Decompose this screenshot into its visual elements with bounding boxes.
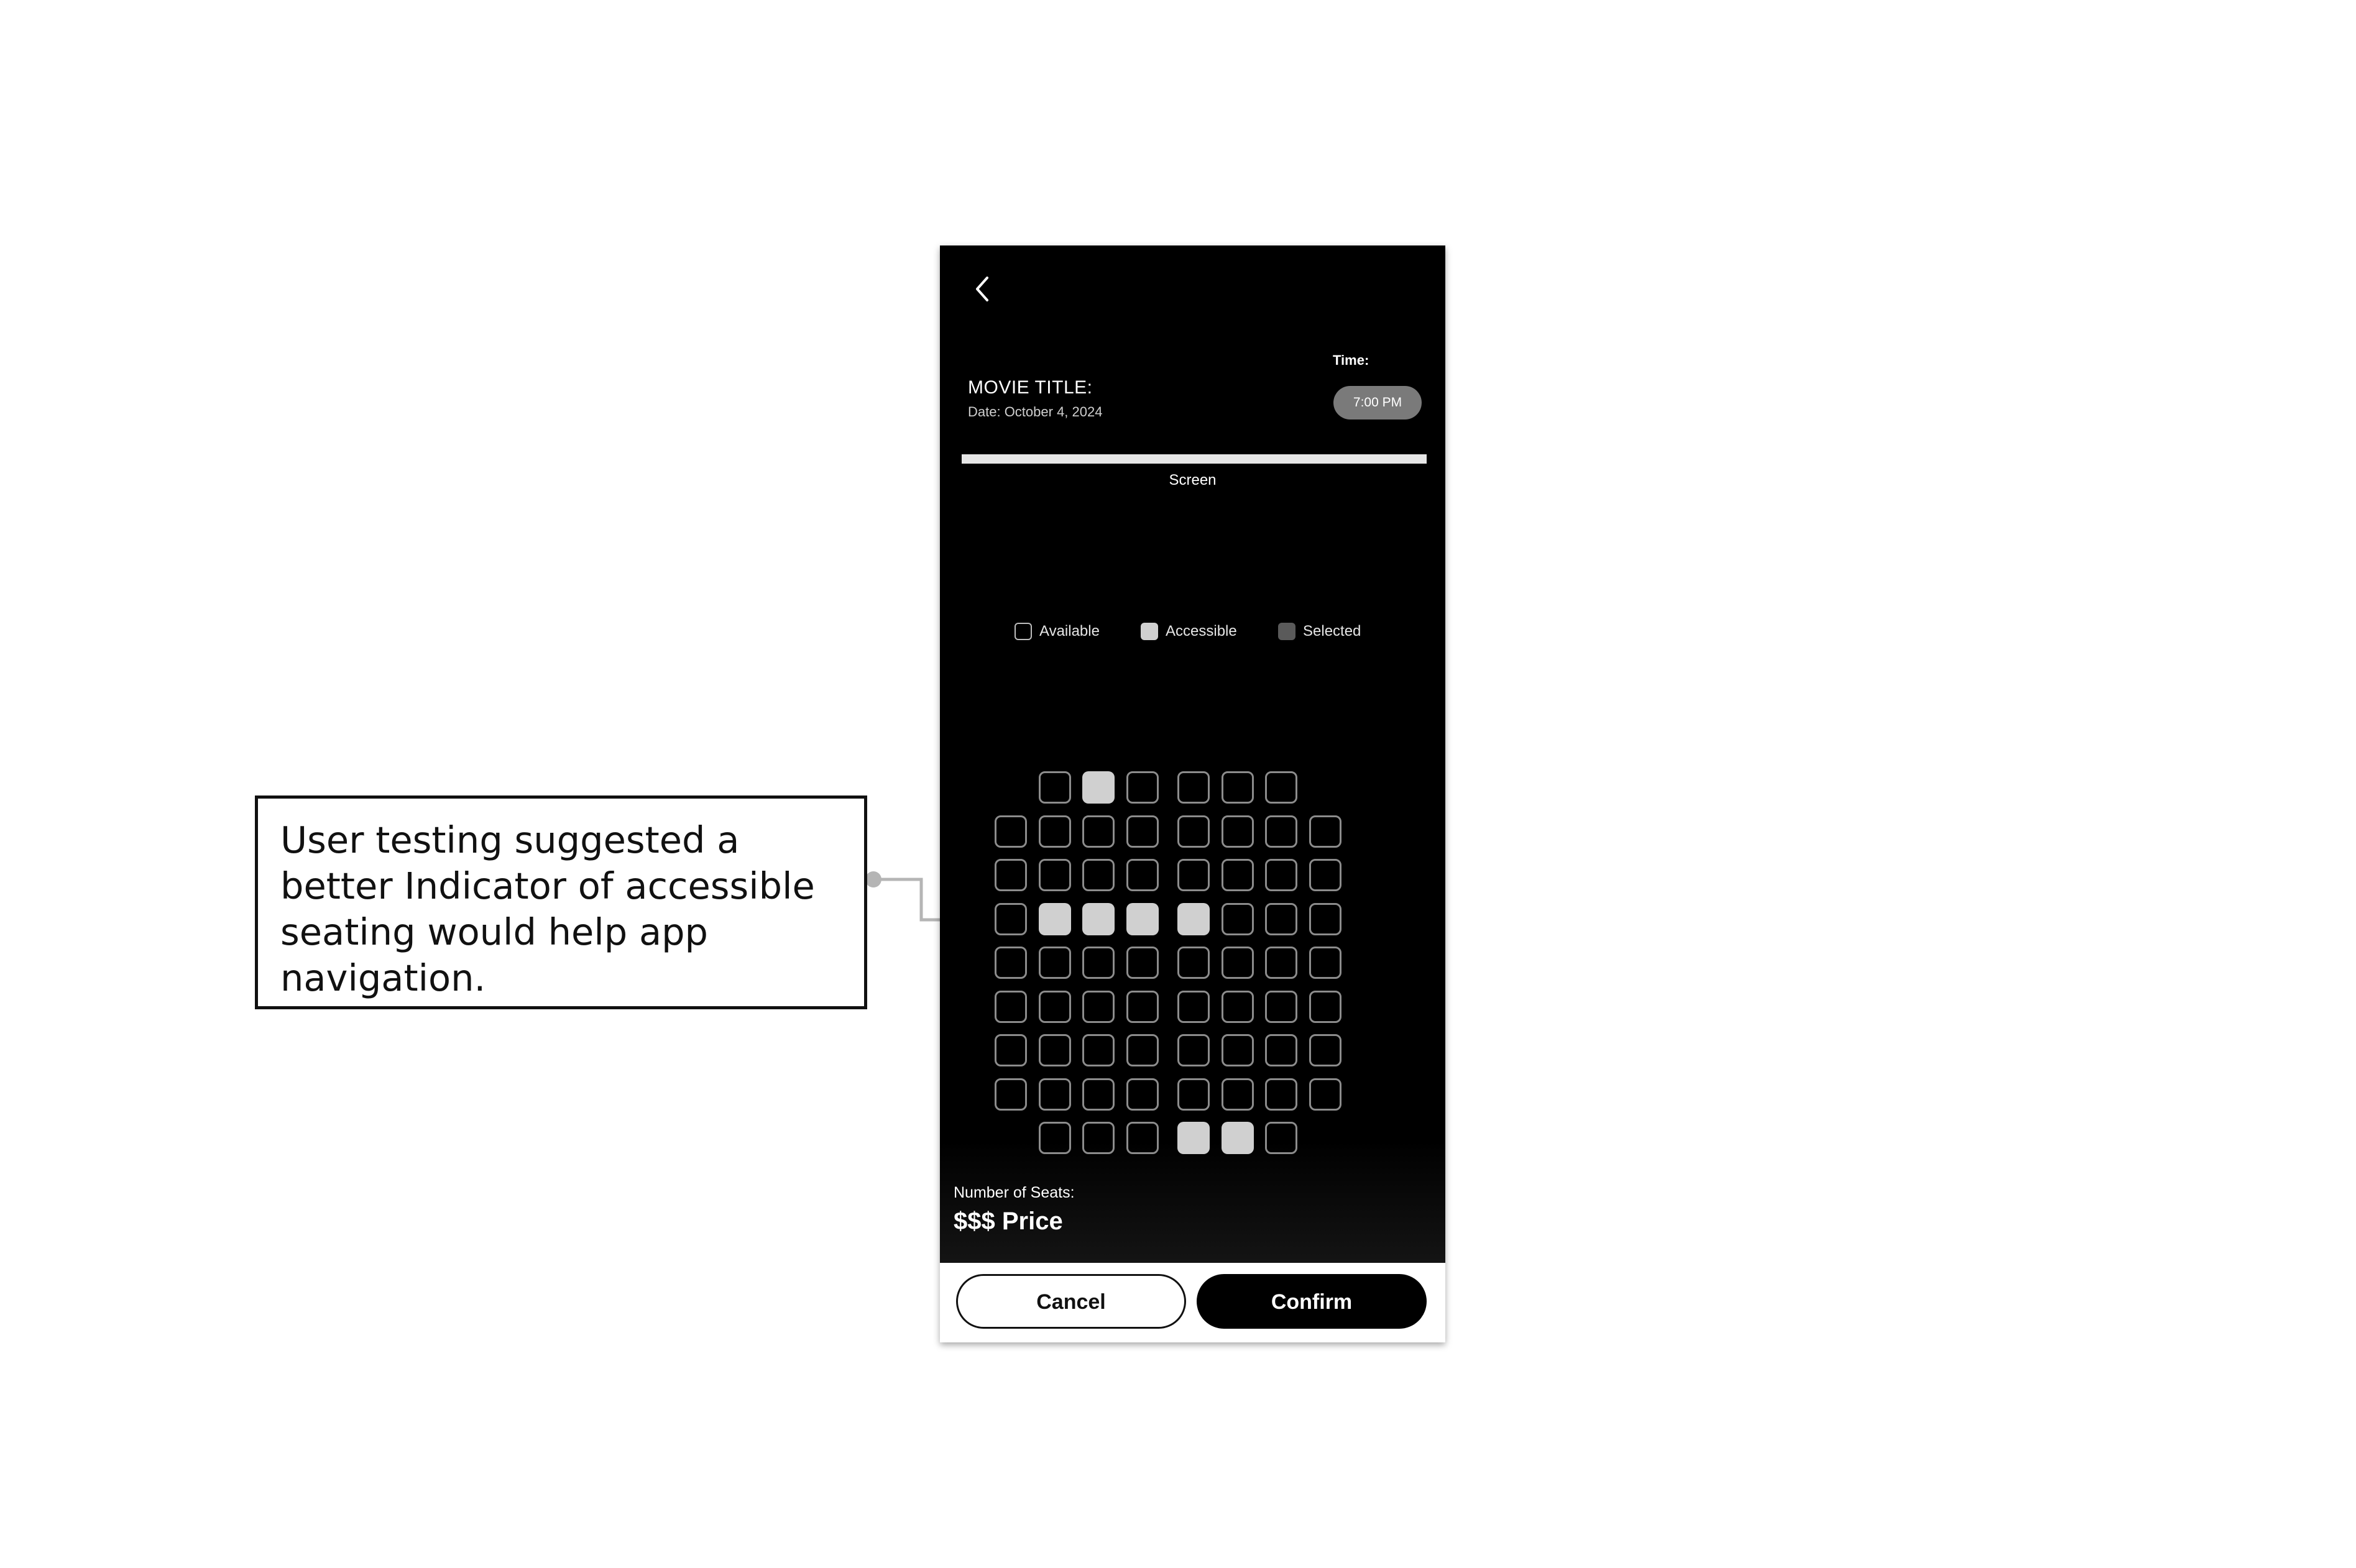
available-seat[interactable] — [1082, 1122, 1115, 1154]
available-seat[interactable] — [1309, 1034, 1341, 1066]
legend-accessible — [1141, 621, 1237, 642]
available-seat[interactable] — [995, 815, 1027, 848]
available-seat[interactable] — [1177, 1034, 1210, 1066]
available-seat[interactable] — [995, 859, 1027, 891]
time-label: Time: — [1333, 352, 1369, 368]
screen-label: Screen — [1169, 472, 1217, 488]
available-seat[interactable] — [1222, 815, 1254, 848]
available-seat[interactable] — [1126, 859, 1159, 891]
available-seat[interactable] — [1309, 815, 1341, 848]
showtime-pill[interactable]: 7:00 PM — [1333, 386, 1422, 420]
available-seat[interactable] — [1177, 859, 1210, 891]
available-seat[interactable] — [1039, 1122, 1071, 1154]
available-seat[interactable] — [1222, 1034, 1254, 1066]
available-seat[interactable] — [1265, 1034, 1297, 1066]
available-seat[interactable] — [1265, 771, 1297, 804]
available-seat[interactable] — [1082, 1078, 1115, 1111]
available-seat[interactable] — [995, 903, 1027, 935]
available-seat[interactable] — [1222, 771, 1254, 804]
annotation-text — [280, 817, 842, 1001]
accessible-seat[interactable] — [1177, 1122, 1210, 1154]
annotation-line: better Indicator of accessible — [280, 864, 815, 907]
available-seat[interactable] — [1177, 815, 1210, 848]
accessible-seat[interactable] — [1177, 903, 1210, 935]
annotation-line: navigation. — [280, 956, 486, 999]
legend-selected-label: Selected — [1303, 623, 1361, 640]
chevron-left-icon — [965, 270, 1002, 308]
available-seat[interactable] — [1126, 771, 1159, 804]
available-swatch — [1015, 623, 1032, 640]
available-seat[interactable] — [1039, 1078, 1071, 1111]
available-seat[interactable] — [1126, 947, 1159, 979]
available-seat[interactable] — [1265, 947, 1297, 979]
available-seat[interactable] — [1039, 1034, 1071, 1066]
available-seat[interactable] — [1039, 947, 1071, 979]
available-seat[interactable] — [1039, 991, 1071, 1023]
price-label: $$$ Price — [954, 1208, 1063, 1235]
available-seat[interactable] — [1039, 771, 1071, 804]
available-seat[interactable] — [1082, 1034, 1115, 1066]
legend-available-label: Available — [1039, 623, 1100, 640]
available-seat[interactable] — [1222, 859, 1254, 891]
accessible-seat[interactable] — [1222, 1122, 1254, 1154]
available-seat[interactable] — [1082, 947, 1115, 979]
confirm-button[interactable]: Confirm — [1197, 1274, 1427, 1329]
back-button[interactable] — [965, 270, 1002, 308]
available-seat[interactable] — [995, 1078, 1027, 1111]
available-seat[interactable] — [1265, 903, 1297, 935]
available-seat[interactable] — [1309, 859, 1341, 891]
accessible-swatch — [1141, 623, 1158, 640]
screen-indicator — [962, 454, 1427, 464]
accessible-seat[interactable] — [1082, 771, 1115, 804]
available-seat[interactable] — [1265, 1078, 1297, 1111]
available-seat[interactable] — [1126, 1078, 1159, 1111]
legend-available — [1015, 621, 1100, 642]
available-seat[interactable] — [1309, 947, 1341, 979]
annotation-note — [255, 795, 867, 1009]
cancel-button[interactable]: Cancel — [956, 1274, 1186, 1329]
available-seat[interactable] — [1126, 1034, 1159, 1066]
available-seat[interactable] — [1222, 1078, 1254, 1111]
available-seat[interactable] — [1265, 859, 1297, 891]
available-seat[interactable] — [1039, 815, 1071, 848]
annotation-line: seating would help app — [280, 910, 709, 953]
accessible-seat[interactable] — [1039, 903, 1071, 935]
connector-dot — [865, 871, 881, 887]
number-of-seats-label: Number of Seats: — [954, 1184, 1075, 1201]
available-seat[interactable] — [1222, 947, 1254, 979]
seat-selection-screen — [940, 245, 1445, 1263]
available-seat[interactable] — [1126, 1122, 1159, 1154]
available-seat[interactable] — [1126, 991, 1159, 1023]
available-seat[interactable] — [1039, 859, 1071, 891]
available-seat[interactable] — [1309, 903, 1341, 935]
available-seat[interactable] — [1082, 859, 1115, 891]
available-seat[interactable] — [995, 1034, 1027, 1066]
available-seat[interactable] — [1126, 815, 1159, 848]
available-seat[interactable] — [1177, 991, 1210, 1023]
available-seat[interactable] — [1265, 815, 1297, 848]
available-seat[interactable] — [1177, 947, 1210, 979]
available-seat[interactable] — [1309, 1078, 1341, 1111]
available-seat[interactable] — [995, 947, 1027, 979]
available-seat[interactable] — [1082, 815, 1115, 848]
available-seat[interactable] — [1222, 991, 1254, 1023]
available-seat[interactable] — [1309, 991, 1341, 1023]
movie-title: MOVIE TITLE: — [968, 377, 1093, 398]
available-seat[interactable] — [1222, 903, 1254, 935]
legend-selected — [1278, 621, 1361, 642]
available-seat[interactable] — [1082, 991, 1115, 1023]
available-seat[interactable] — [1177, 771, 1210, 804]
movie-date: Date: October 4, 2024 — [968, 404, 1103, 420]
available-seat[interactable] — [1177, 1078, 1210, 1111]
available-seat[interactable] — [1265, 991, 1297, 1023]
phone-frame — [940, 245, 1445, 1342]
annotation-line: User testing suggested a — [280, 818, 740, 861]
available-seat[interactable] — [995, 991, 1027, 1023]
accessible-seat[interactable] — [1126, 903, 1159, 935]
selected-swatch — [1278, 623, 1295, 640]
available-seat[interactable] — [1265, 1122, 1297, 1154]
legend-accessible-label: Accessible — [1166, 623, 1237, 640]
accessible-seat[interactable] — [1082, 903, 1115, 935]
